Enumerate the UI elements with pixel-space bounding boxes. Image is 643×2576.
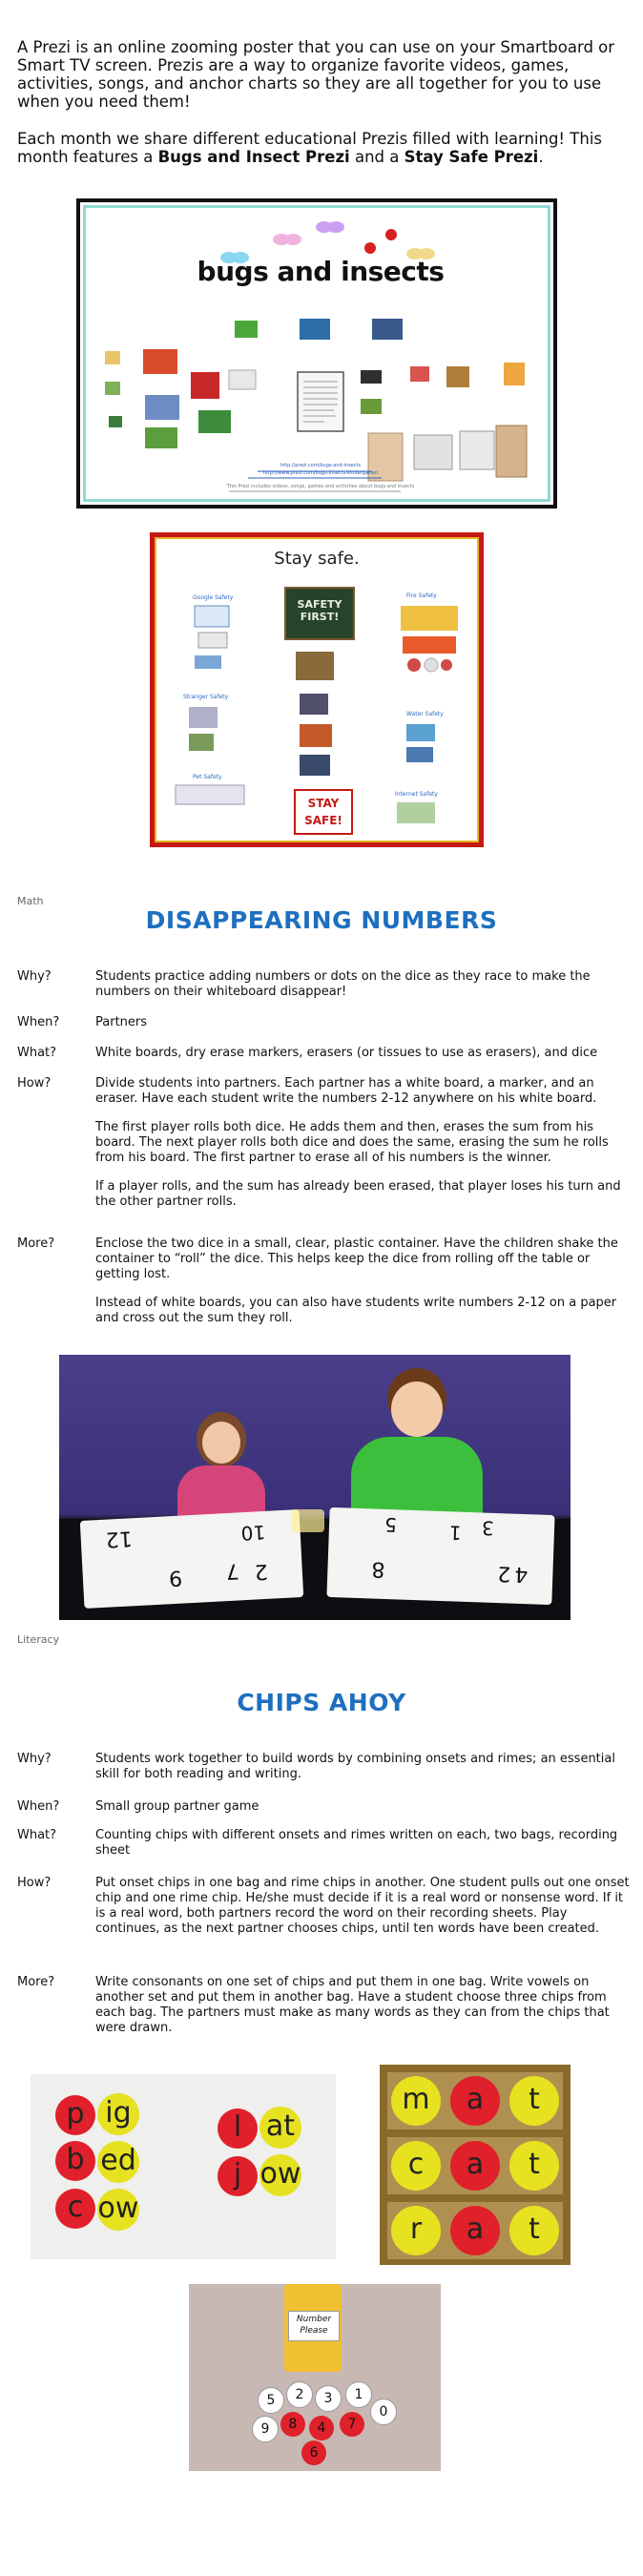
letter-chip: c [391, 2141, 441, 2191]
letter-chip: t [509, 2206, 559, 2255]
board-number: 2 [496, 1561, 511, 1586]
onset-chip: j [218, 2156, 258, 2196]
stay-safe-collage [156, 539, 477, 841]
board-number: 2 [254, 1558, 269, 1584]
number-chip: 1 [345, 2381, 372, 2408]
activity2-how: Put onset chips in one bag and rime chips in another. One student pulls out one onset chip and one rime chip. He/she must decide if it is a real word or nonsense word. If it is a real word, both partners record the word on their recording sheets. Play continues, as the next partner chooses chips, until ten words have been created. [95, 1876, 630, 1936]
activity1-how-step: Divide students into partners. Each partner has a white board, a marker, and an eraser. Have each student write the numbers 2-12 anywhere on his white board. [95, 1076, 597, 1106]
activity2-when: Small group partner game [95, 1799, 259, 1814]
letter-chip: a [450, 2206, 500, 2255]
how-label: How? [17, 1076, 52, 1091]
safety-first-text: SAFETY FIRST! [297, 598, 342, 623]
letter-chip: t [509, 2141, 559, 2191]
disappearing-numbers-photo [59, 1355, 570, 1620]
rime-chip: ed [97, 2141, 139, 2183]
activity2-what-row [17, 1828, 628, 1860]
why-label: Why? [17, 969, 52, 984]
activity1-more-tip: Enclose the two dice in a small, clear, plastic container. Have the children shake the container to “roll” the dice. This helps keep the dice from rolling off the table or getting lost. [95, 1236, 618, 1281]
google-safety-label: Google Safety [193, 594, 234, 601]
right-whiteboard [326, 1507, 554, 1605]
letter-chip: t [509, 2076, 559, 2126]
more-label: More? [17, 1236, 55, 1251]
activity1-what-row [17, 1046, 628, 1061]
letter-chip: r [391, 2206, 441, 2255]
onset-chip: c [55, 2189, 95, 2229]
what-label: What? [17, 1828, 57, 1842]
activity1-what: White boards, dry erase markers, erasers (or tissues to use as erasers), and dice [95, 1046, 598, 1060]
activity1-why-row [17, 969, 628, 1002]
board-number: 9 [168, 1565, 183, 1590]
disappearing-numbers-title: DISAPPEARING NUMBERS [145, 906, 498, 934]
left-whiteboard [80, 1509, 303, 1609]
rime-chip: ow [259, 2154, 301, 2196]
fire-safety-label: Fire Safety [406, 592, 437, 599]
letter-chip: a [450, 2141, 500, 2191]
activity2-why-row [17, 1752, 628, 1784]
activity2-how-row [17, 1876, 628, 1954]
activity1-how-step: The first player rolls both dice. He adds them and then, erases the sum from his board. The next player rolls both dice and does the same, erasing the sum he rolls from his board. The first partner to erase all of his numbers is the winner. [95, 1120, 609, 1165]
activity1-how-row [17, 1076, 628, 1219]
ladybug-icon [364, 242, 376, 254]
bugs-prezi-thumbnail[interactable] [76, 198, 557, 509]
board-number: 7 [225, 1558, 240, 1584]
number-chip: 4 [309, 2416, 334, 2441]
pet-safety-label: Pet Safety [193, 774, 222, 780]
bugs-prezi-link[interactable]: Bugs and Insect Prezi [157, 148, 350, 166]
activity2-more: Write consonants on one set of chips and put them in one bag. Write vowels on another set and put them in another bag. Have a student choose three chips from each bag. The partners must make as many words as they can from the chips that were drawn. [95, 1975, 610, 2035]
when-label: When? [17, 1799, 60, 1814]
onset-rime-chips-photo [31, 2074, 336, 2259]
activity1-how-step: If a player rolls, and the sum has already been erased, that player loses his turn and the other partner rolls. [95, 1179, 621, 1209]
letter-chip: m [391, 2076, 441, 2126]
stay-safe-sign-text: STAY SAFE! [304, 797, 342, 827]
girl-figure [164, 1412, 279, 1527]
math-category-label: Math [17, 895, 44, 907]
activity2-why: Students work together to build words by combining onsets and rimes; an essential skill for both reading and writing. [95, 1752, 615, 1781]
letter-chip: a [450, 2076, 500, 2126]
why-label: Why? [17, 1752, 52, 1766]
activity1-when: Partners [95, 1015, 148, 1029]
number-chip: 0 [370, 2399, 397, 2425]
bugs-prezi-link-2[interactable]: http://www.prezi.com/bugs-insects-kindergarten [262, 470, 379, 476]
board-number: 12 [105, 1526, 134, 1551]
number-chip: 3 [315, 2385, 342, 2412]
water-safety-label: Water Safety [406, 711, 444, 717]
number-chip: 6 [301, 2441, 326, 2465]
intro-p2-end: . [538, 148, 544, 166]
board-number: 5 [384, 1512, 398, 1537]
activity1-why: Students practice adding numbers or dots on the dice as they race to make the numbers on their whiteboard disappear! [95, 969, 591, 999]
number-chip: 5 [258, 2387, 284, 2414]
activity1-more-row [17, 1236, 628, 1325]
activity2-more-row [17, 1975, 628, 2038]
activity2-what: Counting chips with different onsets and rimes written on each, two bags, recording sheet [95, 1828, 618, 1858]
onset-chip: p [55, 2095, 95, 2135]
board-number: 4 [513, 1561, 529, 1587]
bugs-prezi-title: bugs and insects [197, 256, 445, 287]
board-number: 10 [240, 1520, 266, 1546]
activity1-when-row [17, 1015, 628, 1030]
more-label: More? [17, 1975, 55, 1989]
rime-chip: ig [97, 2093, 139, 2135]
how-label: How? [17, 1876, 52, 1890]
stay-safe-prezi-thumbnail[interactable] [150, 532, 484, 847]
stay-safe-prezi-link[interactable]: Stay Safe Prezi [404, 148, 539, 166]
board-number: 3 [481, 1516, 495, 1540]
what-label: What? [17, 1046, 57, 1060]
stay-safe-title: Stay safe. [274, 549, 360, 569]
number-chip: 2 [286, 2381, 313, 2408]
bugs-prezi-footer: This Prezi includes videos, songs, games and activities about bugs and insects [226, 484, 415, 489]
mat-cat-rat-photo [380, 2065, 570, 2265]
activity2-when-row [17, 1799, 628, 1815]
board-number: 1 [448, 1521, 463, 1545]
number-please-photo [189, 2284, 441, 2471]
activity1-more-tip: Instead of white boards, you can also have students write numbers 2-12 on a paper and cross out the sum they roll. [95, 1296, 617, 1325]
ladybug-icon [385, 229, 397, 240]
board-number: 8 [371, 1556, 385, 1581]
onset-chip: l [218, 2109, 258, 2149]
intro-paragraph-1: A Prezi is an online zooming poster that you can use on your Smartboard or Smart TV screen. Prezis are a way to organize favorite videos, games, activities, songs, and anchor charts so they are all together for you to use when you need them! [17, 38, 615, 111]
jar-label: Number Please [288, 2311, 340, 2341]
butterfly-icon [316, 221, 344, 233]
number-chip: 9 [252, 2416, 279, 2442]
butterfly-icon [273, 234, 301, 245]
internet-safety-label: Internet Safety [395, 791, 438, 798]
literacy-category-label: Literacy [17, 1633, 60, 1646]
dice-container [292, 1509, 324, 1532]
stranger-safety-label: Stranger Safety [183, 694, 229, 700]
intro-paragraph-2 [17, 130, 628, 166]
intro-p2-mid: and a [349, 148, 404, 166]
intro-text [17, 38, 628, 185]
bugs-prezi-link-1[interactable]: http://prezi.com/bugs-and-insects [280, 463, 362, 468]
rime-chip: at [259, 2107, 301, 2149]
number-chip: 7 [340, 2412, 364, 2437]
number-chip: 8 [280, 2412, 305, 2437]
chips-ahoy-title: CHIPS AHOY [237, 1689, 406, 1716]
intro-p2-lead: Each month we share different educational Prezis filled with learning! This month features a [17, 130, 603, 166]
rime-chip: ow [97, 2189, 139, 2231]
boy-figure [345, 1368, 488, 1521]
when-label: When? [17, 1015, 60, 1029]
onset-chip: b [55, 2141, 95, 2181]
